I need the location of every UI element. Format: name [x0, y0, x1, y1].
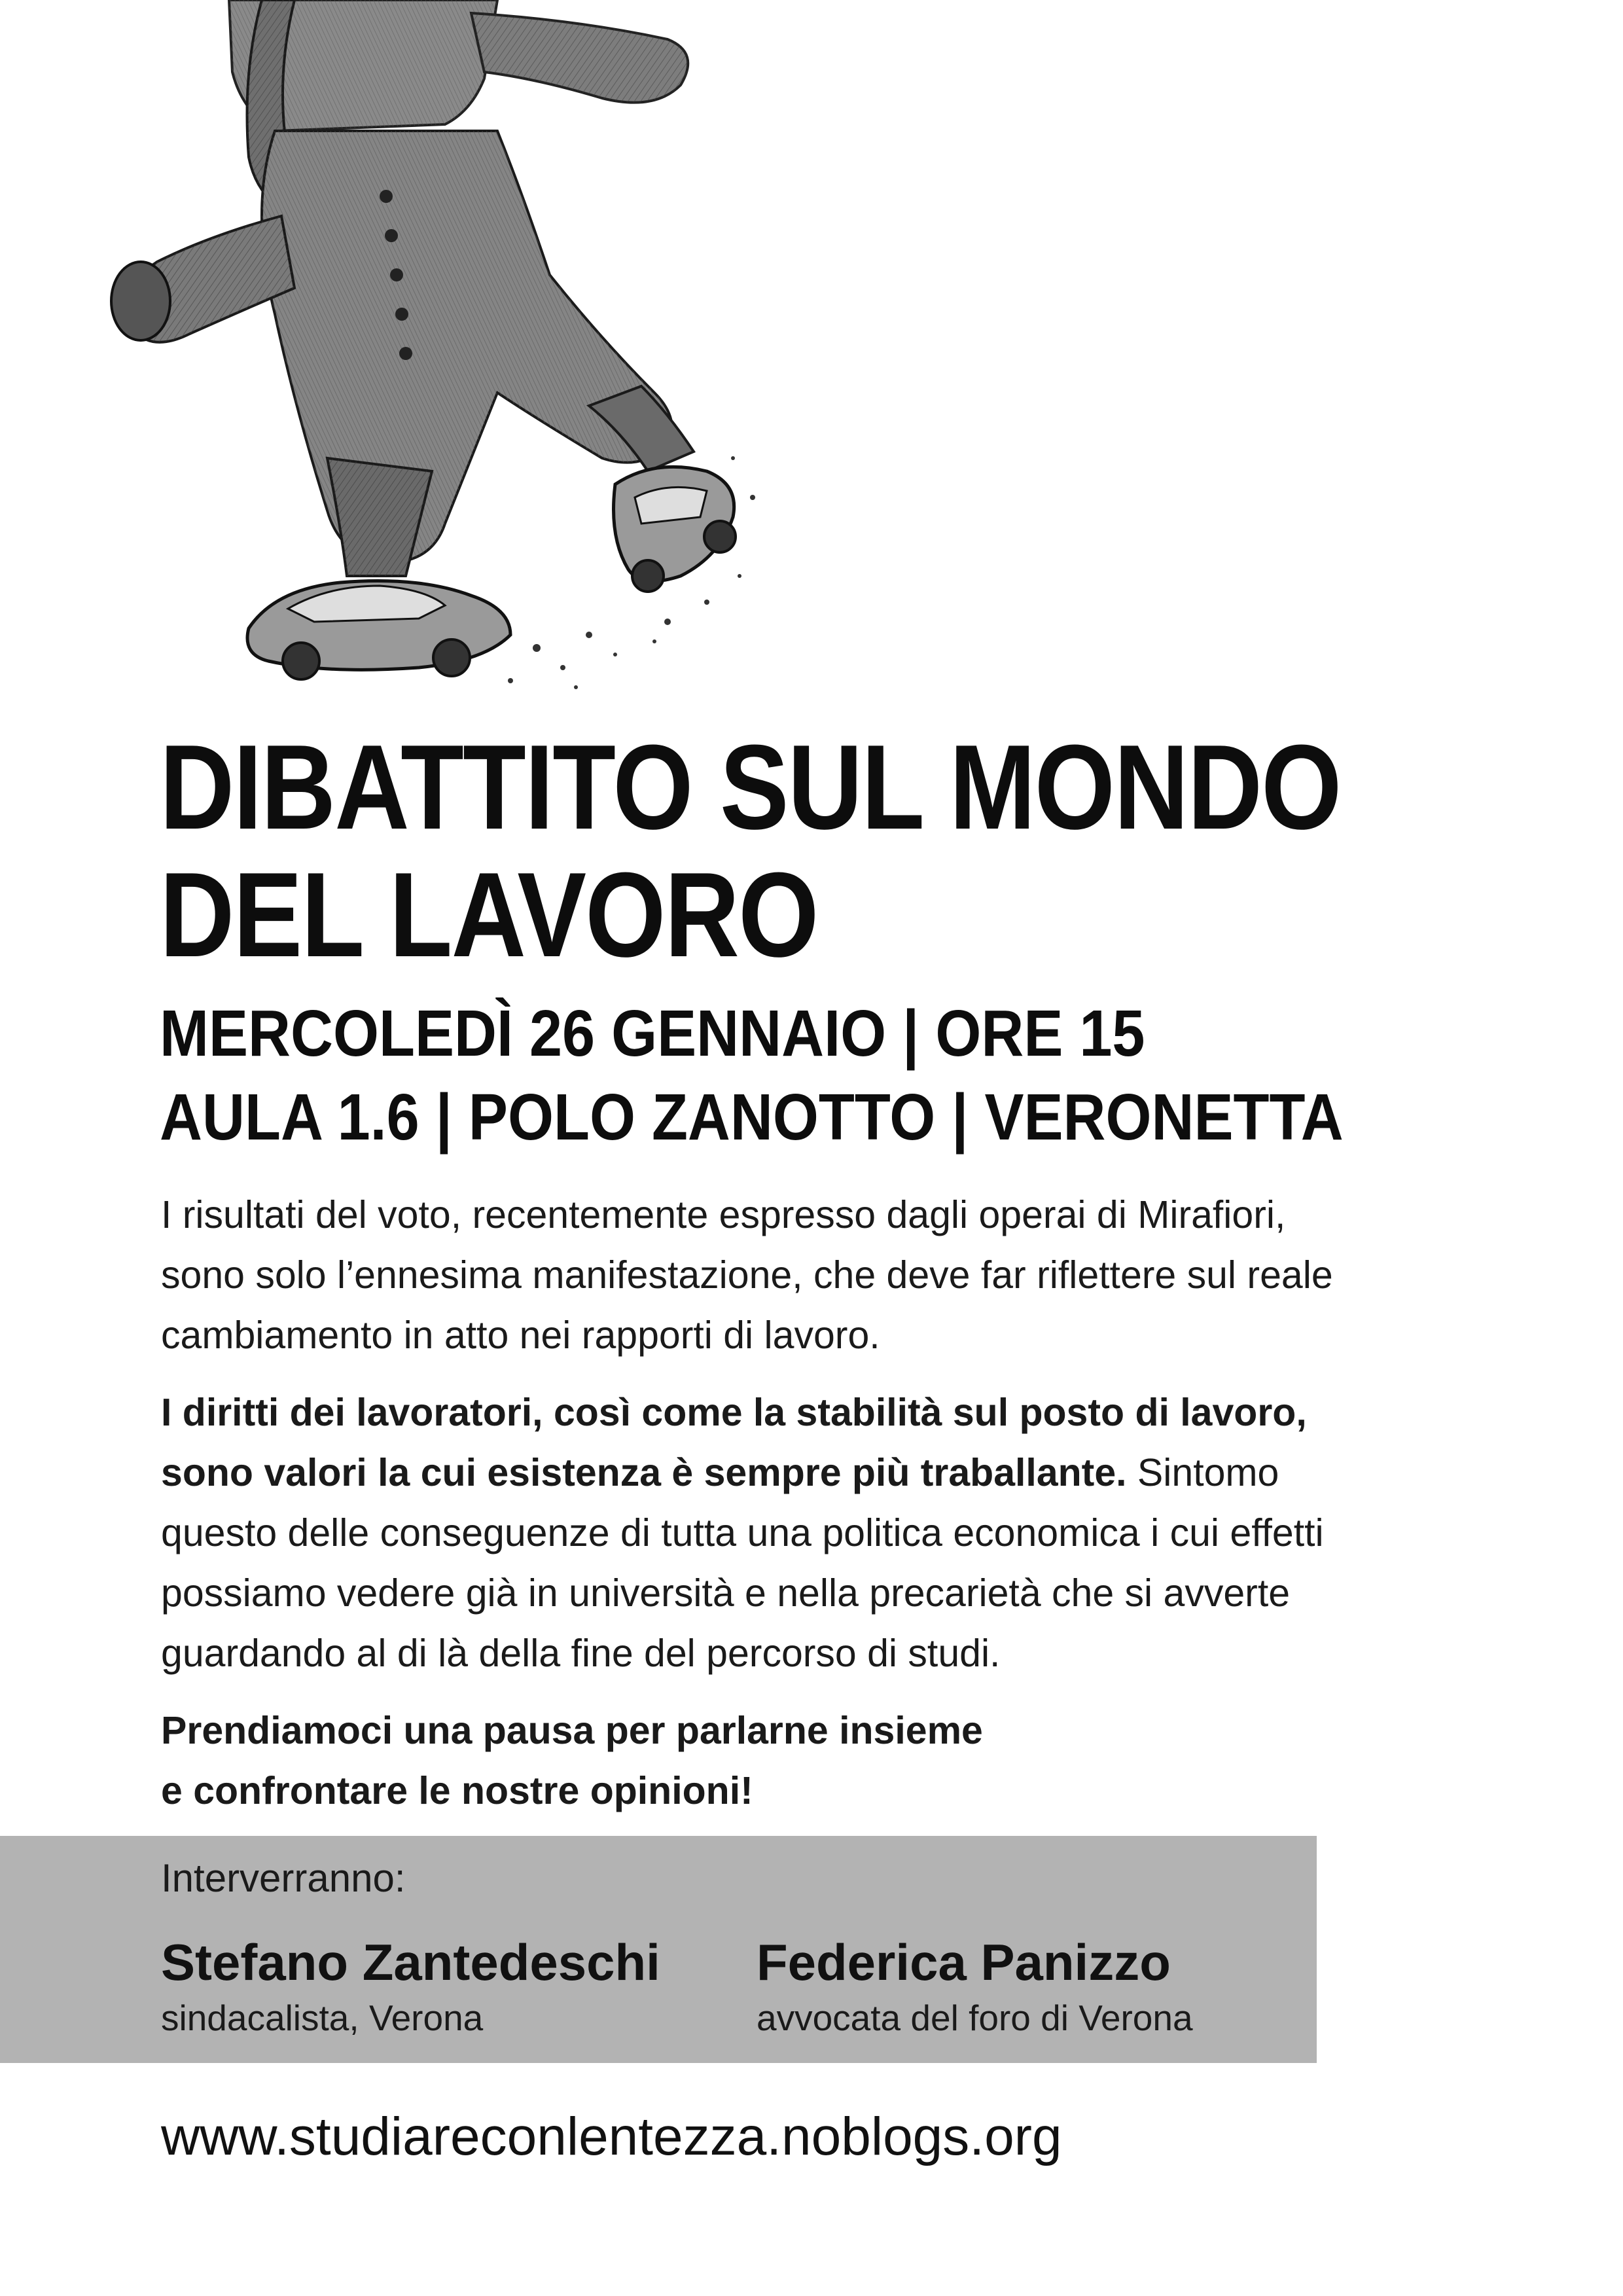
paragraph-2-line-4: possiamo vedere già in università e nella precarietà che si avverte — [161, 1571, 1291, 1615]
event-location: AULA 1.6 | POLO ZANOTTO | VERONETTA — [160, 1081, 1344, 1154]
speaker-1-name: Stefano Zantedeschi — [161, 1933, 660, 1991]
event-title-line-1: DIBATTITO SUL MONDO — [160, 719, 1341, 854]
paragraph-2-bold-line-2: sono valori la cui esistenza è sempre più traballante. — [161, 1451, 1127, 1494]
speaker-1-role: sindacalista, Verona — [161, 1998, 484, 2038]
description-paragraph-2 — [161, 1382, 1431, 1683]
speaker-2 — [757, 1931, 1193, 2042]
paragraph-2-bold-line-1: I diritti dei lavoratori, così come la stabilità sul posto di lavoro, — [161, 1391, 1307, 1434]
paragraph-2-line-5: guardando al di là della fine del percorso di studi. — [161, 1632, 1001, 1675]
speaker-2-name: Federica Panizzo — [757, 1933, 1171, 1991]
paragraph-1-line-3: cambiamento in atto nei rapporti di lavoro. — [161, 1314, 880, 1357]
description-paragraph-1 — [161, 1185, 1431, 1365]
event-title-line-2: DEL LAVORO — [160, 847, 818, 982]
paragraph-3-line-1: Prendiamoci una pausa per parlarne insieme — [161, 1709, 983, 1752]
paragraph-1-line-2: sono solo l’ennesima manifestazione, che deve far riflettere sul reale — [161, 1253, 1333, 1297]
website-link[interactable]: www.studiareconlentezza.noblogs.org — [161, 2107, 1062, 2166]
paragraph-3-line-2: e confrontare le nostre opinioni! — [161, 1769, 753, 1812]
speaker-2-role: avvocata del foro di Verona — [757, 1998, 1193, 2038]
paragraph-2-line-3: questo delle conseguenze di tutta una politica economica i cui effetti — [161, 1511, 1324, 1554]
speakers-label: Interverranno: — [161, 1856, 406, 1900]
event-date-location — [160, 992, 1344, 1159]
description-paragraph-3 — [161, 1700, 1431, 1821]
elephant-illustration — [79, 0, 766, 694]
event-date-time: MERCOLEDÌ 26 GENNAIO | ORE 15 — [160, 997, 1145, 1070]
event-title — [160, 719, 1341, 982]
paragraph-1-line-1: I risultati del voto, recentemente espresso dagli operai di Mirafiori, — [161, 1193, 1286, 1236]
paragraph-2-line-2-rest: Sintomo — [1126, 1451, 1279, 1494]
event-description — [161, 1185, 1431, 1838]
speaker-1 — [161, 1931, 660, 2042]
